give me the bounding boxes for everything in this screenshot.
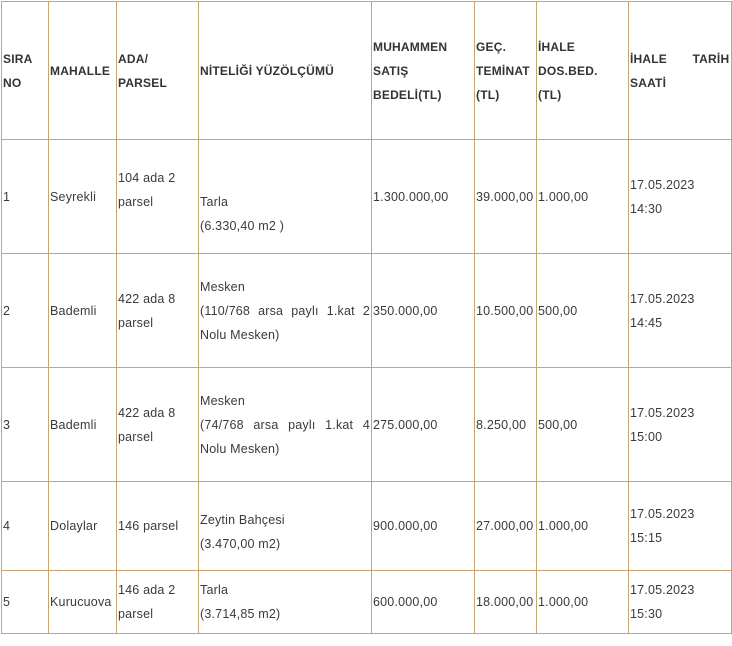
cell-mahalle: Bademli xyxy=(49,254,117,368)
cell-teminat: 39.000,00 xyxy=(475,140,537,254)
header-muhammen-bedel: MUHAMMEN SATIŞ BEDELİ(TL) xyxy=(372,2,475,140)
cell-mahalle: Bademli xyxy=(49,368,117,482)
cell-nitelik: Tarla (3.714,85 m2) xyxy=(199,571,372,634)
cell-ada-parsel: 104 ada 2 parsel xyxy=(117,140,199,254)
auction-table xyxy=(1,1,732,634)
header-mahalle: MAHALLE xyxy=(49,2,117,140)
cell-tarih: 17.05.2023 14:30 xyxy=(629,140,732,254)
table-row xyxy=(2,254,732,368)
cell-teminat: 18.000,00 xyxy=(475,571,537,634)
header-row xyxy=(2,2,732,140)
cell-bedel: 600.000,00 xyxy=(372,571,475,634)
table-row xyxy=(2,368,732,482)
cell-sira: 3 xyxy=(2,368,49,482)
cell-sira: 5 xyxy=(2,571,49,634)
cell-nitelik: Tarla (6.330,40 m2 ) xyxy=(199,140,372,254)
cell-bedel: 275.000,00 xyxy=(372,368,475,482)
header-ihale-dos-bed: İHALE DOS.BED. (TL) xyxy=(537,2,629,140)
header-niteligi: NİTELİĞİ YÜZÖLÇÜMÜ xyxy=(199,2,372,140)
cell-tarih: 17.05.2023 15:15 xyxy=(629,482,732,571)
cell-nitelik: Mesken (110/768 arsa paylı 1.kat 2 Nolu Mesken) xyxy=(199,254,372,368)
cell-dosya: 1.000,00 xyxy=(537,482,629,571)
header-sira-no: SIRA NO xyxy=(2,2,49,140)
cell-teminat: 27.000,00 xyxy=(475,482,537,571)
header-gec-teminat: GEÇ. TEMİNAT (TL) xyxy=(475,2,537,140)
cell-dosya: 500,00 xyxy=(537,254,629,368)
cell-sira: 4 xyxy=(2,482,49,571)
cell-teminat: 10.500,00 xyxy=(475,254,537,368)
cell-tarih: 17.05.2023 14:45 xyxy=(629,254,732,368)
cell-mahalle: Kurucuova xyxy=(49,571,117,634)
cell-mahalle: Seyrekli xyxy=(49,140,117,254)
cell-nitelik: Zeytin Bahçesi (3.470,00 m2) xyxy=(199,482,372,571)
cell-mahalle: Dolaylar xyxy=(49,482,117,571)
cell-nitelik: Mesken (74/768 arsa paylı 1.kat 4 Nolu Mesken) xyxy=(199,368,372,482)
cell-bedel: 1.300.000,00 xyxy=(372,140,475,254)
cell-ada-parsel: 422 ada 8 parsel xyxy=(117,254,199,368)
cell-ada-parsel: 422 ada 8 parsel xyxy=(117,368,199,482)
cell-tarih: 17.05.2023 15:00 xyxy=(629,368,732,482)
cell-tarih: 17.05.2023 15:30 xyxy=(629,571,732,634)
table-row xyxy=(2,571,732,634)
cell-dosya: 500,00 xyxy=(537,368,629,482)
cell-dosya: 1.000,00 xyxy=(537,571,629,634)
cell-sira: 2 xyxy=(2,254,49,368)
cell-dosya: 1.000,00 xyxy=(537,140,629,254)
cell-ada-parsel: 146 parsel xyxy=(117,482,199,571)
cell-teminat: 8.250,00 xyxy=(475,368,537,482)
cell-sira: 1 xyxy=(2,140,49,254)
cell-bedel: 900.000,00 xyxy=(372,482,475,571)
cell-bedel: 350.000,00 xyxy=(372,254,475,368)
table-row xyxy=(2,140,732,254)
header-ada-parsel: ADA/ PARSEL xyxy=(117,2,199,140)
table-row xyxy=(2,482,732,571)
header-ihale-tarih: İHALE TARİH SAATİ xyxy=(629,2,732,140)
cell-ada-parsel: 146 ada 2 parsel xyxy=(117,571,199,634)
